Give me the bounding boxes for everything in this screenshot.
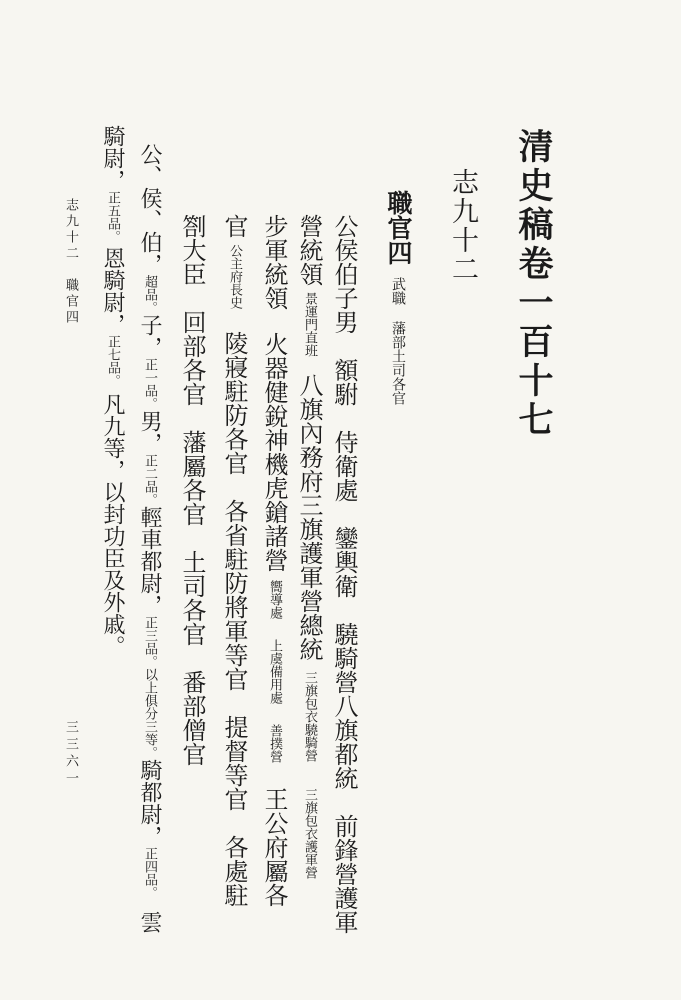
toc-item: 土司各官 — [178, 550, 206, 646]
section-sub-1: 武職 — [390, 277, 406, 305]
toc-item: 八旗內務府三旗護軍營總統 — [295, 373, 323, 661]
body-text: 子， — [137, 314, 162, 358]
toc-column-1 — [332, 214, 356, 934]
volume-title: 清史稿卷一百十七 — [513, 128, 554, 440]
toc-item: 各省駐防將軍等官 — [220, 499, 248, 691]
toc-item: 劄大臣 — [178, 214, 206, 286]
toc-note: 嚮導處 — [267, 580, 282, 619]
body-text: 凡九等，以封功臣及外戚。 — [100, 393, 125, 657]
body-text: 雲 — [137, 911, 162, 933]
page-number: 三三六一 — [63, 720, 78, 788]
body-note: 正一品。 — [142, 358, 157, 410]
body-note: 超品。 — [142, 275, 157, 314]
section-sub-2: 藩部土司各官 — [390, 321, 406, 405]
toc-column-4 — [222, 214, 246, 907]
toc-note: 上虞備用處 — [267, 639, 282, 704]
toc-note: 景運門直班 — [302, 292, 317, 357]
section-header — [386, 190, 411, 405]
body-column-2 — [101, 125, 123, 657]
toc-item: 侍衛處 — [330, 430, 358, 502]
toc-item: 番部僧官 — [178, 670, 206, 766]
body-text: 輕車都尉， — [137, 506, 162, 616]
toc-item: 陵寢駐防各官 — [220, 331, 248, 475]
body-text: 騎尉， — [100, 125, 125, 191]
toc-item: 官 — [220, 214, 248, 238]
toc-note: 善撲營 — [267, 724, 282, 763]
toc-item: 步軍統領 — [260, 214, 288, 310]
body-note: 正四品。 — [142, 847, 157, 899]
body-text: 公、侯、伯， — [137, 143, 162, 275]
chapter-title: 志九十二 — [447, 168, 478, 284]
toc-item: 各處駐 — [220, 835, 248, 907]
body-column-1 — [138, 143, 160, 933]
toc-item: 前鋒營護軍 — [330, 814, 358, 934]
toc-item: 鑾輿衛 — [330, 526, 358, 598]
toc-item: 藩屬各官 — [178, 430, 206, 526]
toc-item: 驍騎營八旗都統 — [330, 622, 358, 790]
toc-item: 提督等官 — [220, 715, 248, 811]
body-note: 正五品。 — [105, 191, 120, 243]
toc-item: 額駙 — [330, 358, 358, 406]
toc-column-5 — [180, 214, 204, 766]
toc-note: 三旗包衣驍騎營 — [302, 671, 317, 762]
footer-chapter-label: 志九十二 職官四 — [63, 198, 78, 326]
body-note: 正七品。 — [105, 335, 120, 387]
body-text: 男， — [137, 410, 162, 454]
toc-note: 公主府長史 — [227, 244, 242, 309]
toc-column-3 — [262, 214, 286, 907]
body-note: 正二品。 — [142, 454, 157, 506]
section-main: 職官四 — [384, 190, 413, 265]
body-note: 正三品。以上俱分三等。 — [142, 616, 157, 759]
toc-item: 公侯伯子男 — [330, 214, 358, 334]
body-text: 恩騎尉， — [100, 247, 125, 335]
toc-item: 回部各官 — [178, 310, 206, 406]
toc-item: 營統領 — [295, 214, 323, 286]
toc-item: 王公府屬各 — [260, 787, 288, 907]
body-text: 騎都尉， — [137, 759, 162, 847]
toc-column-2 — [297, 214, 321, 879]
toc-item: 火器健銳神機虎鎗諸營 — [260, 332, 288, 572]
toc-note: 三旗包衣護軍營 — [302, 788, 317, 879]
